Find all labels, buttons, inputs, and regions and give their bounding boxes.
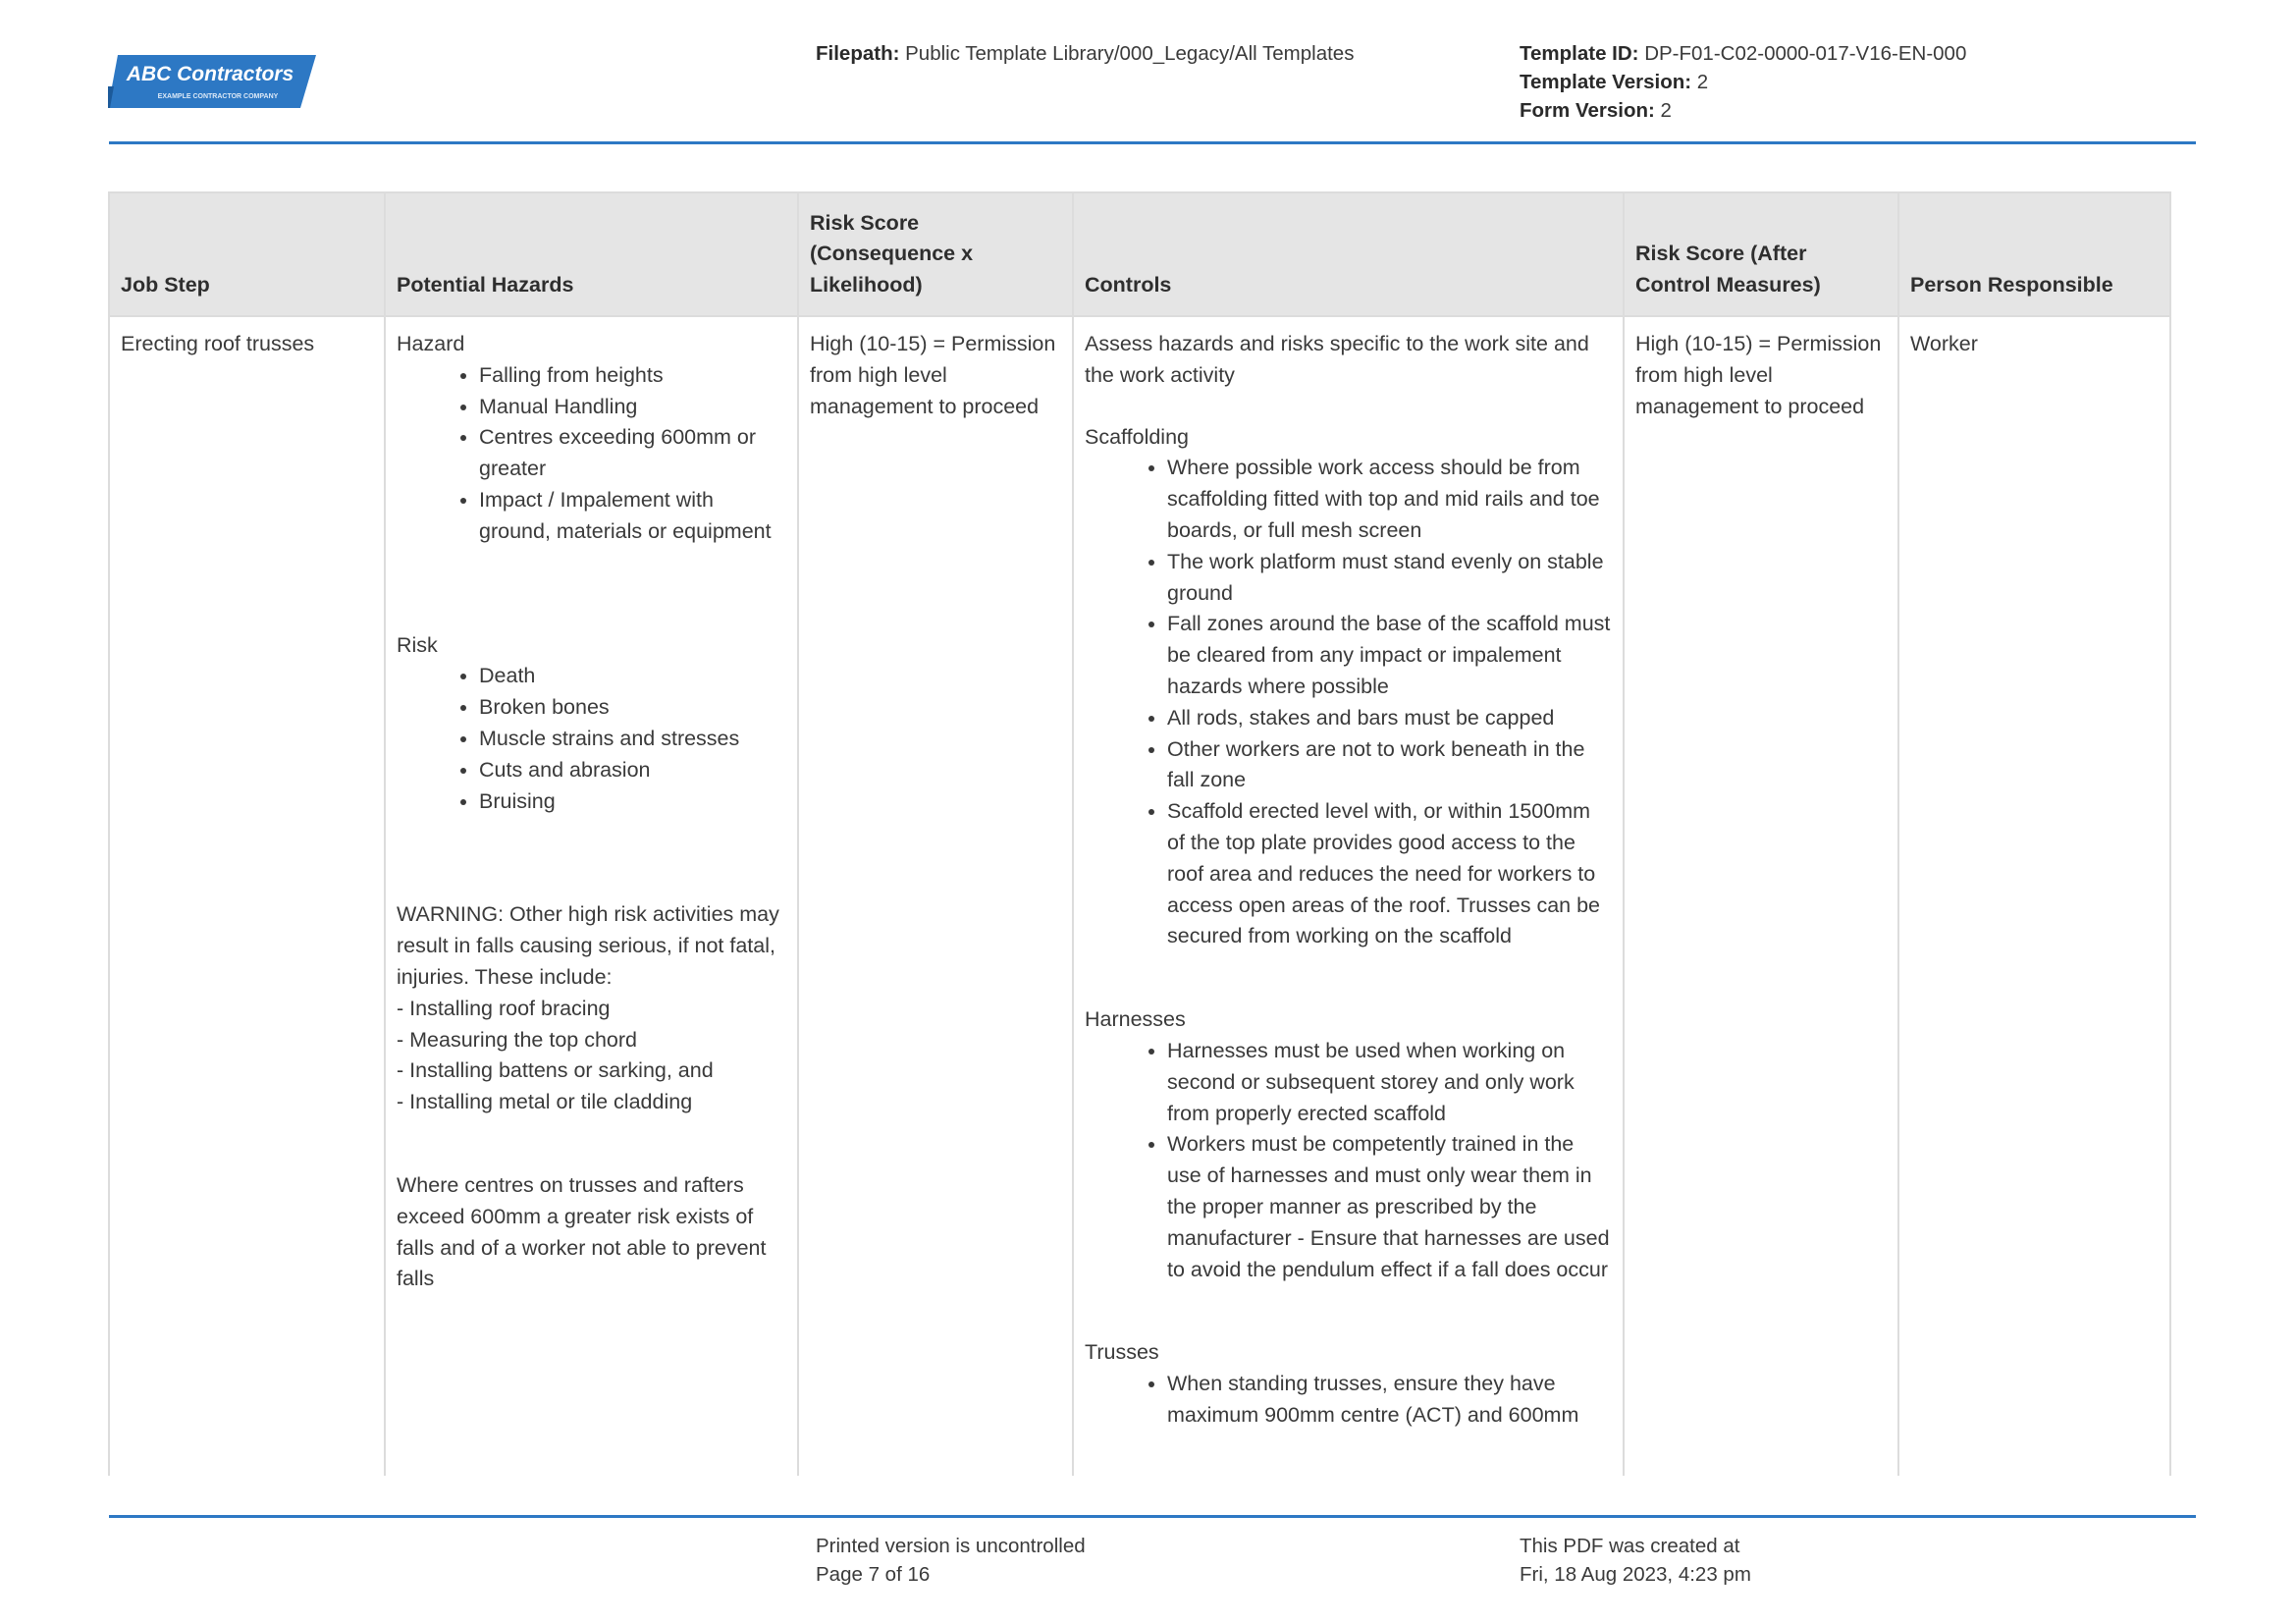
trusses-heading: Trusses [1085,1340,1159,1365]
warning-item: - Installing battens or sarking, and [397,1058,714,1083]
column-header-controls: Controls [1073,192,1624,316]
footer-divider [109,1515,2196,1518]
warning-item: - Measuring the top chord [397,1027,637,1052]
column-header-potential-hazards: Potential Hazards [385,192,798,316]
warning-item: - Installing roof bracing [397,996,611,1020]
filepath-block [816,39,1354,68]
hazard-list [397,360,786,548]
list-item: • Falling from heights [479,360,786,392]
logo-tagline: EXAMPLE CONTRACTOR COMPANY [157,93,279,100]
column-header-risk-score-after: Risk Score (After Control Measures) [1624,192,1898,316]
template-id-label: Template ID: [1520,42,1639,65]
created-timestamp: Fri, 18 Aug 2023, 4:23 pm [1520,1563,1751,1586]
spacer [397,1118,786,1170]
form-version-label: Form Version: [1520,99,1655,122]
filepath-value: Public Template Library/000_Legacy/All Templates [905,42,1355,65]
risk-assessment-table [108,191,2171,1476]
form-version [1520,96,1966,125]
list-item: • Harnesses must be used when working on second or subsequent storey and only work from properly erected scaffold [1167,1036,1612,1129]
list-item: • Where possible work access should be from scaffolding fitted with top and mid rails and toe boards, or full mesh screen [1167,453,1612,546]
list-item: • When standing trusses, ensure they have maximum 900mm centre (ACT) and 600mm [1167,1369,1612,1432]
trusses-list [1085,1369,1612,1432]
hazard-heading: Hazard [397,332,465,355]
cell-job-step: Erecting roof trusses [109,316,385,1476]
page-number: Page 7 of 16 [816,1563,931,1586]
template-version-label: Template Version: [1520,71,1692,93]
list-item: • Bruising [479,786,786,818]
spacer [397,817,786,899]
harnesses-list [1085,1036,1612,1285]
footer-created-info [1520,1532,1751,1589]
list-item: • Death [479,661,786,692]
company-logo [108,51,319,112]
filepath-label: Filepath: [816,42,900,65]
list-item: • Manual Handling [479,392,786,423]
list-item: • All rods, stakes and bars must be capped [1167,703,1612,734]
cell-risk-score: High (10-15) = Permission from high level management to proceed [798,316,1073,1476]
cell-risk-score-after: High (10-15) = Permission from high level management to proceed [1624,316,1898,1476]
header-divider [109,141,2196,144]
list-item: • The work platform must stand evenly on stable ground [1167,547,1612,610]
controls-intro: Assess hazards and risks specific to the work site and the work activity [1085,332,1589,387]
spacer [397,548,786,630]
created-label: This PDF was created at [1520,1535,1740,1557]
template-id-value: DP-F01-C02-0000-017-V16-EN-000 [1644,42,1967,65]
scaffolding-heading: Scaffolding [1085,424,1189,449]
spacer [1085,952,1612,1004]
cell-person-responsible: Worker [1898,316,2170,1476]
uncontrolled-notice: Printed version is uncontrolled [816,1535,1086,1557]
cell-controls [1073,316,1624,1476]
list-item: • Workers must be competently trained in the use of harnesses and must only wear them in the proper manner as prescribed by the manufacturer - Ensure that harnesses are used to avoid the pendulum effect if a fall does occur [1167,1129,1612,1285]
logo-name: ABC Contractors [126,63,294,85]
column-header-job-step: Job Step [109,192,385,316]
spacer [1085,392,1612,422]
risk-heading: Risk [397,632,438,657]
column-header-person-responsible: Person Responsible [1898,192,2170,316]
form-version-value: 2 [1660,99,1672,122]
template-version-value: 2 [1696,71,1709,93]
table-row [109,316,2170,1476]
logo-graphic [108,51,319,112]
harnesses-heading: Harnesses [1085,1007,1186,1032]
risk-list [397,661,786,817]
list-item: • Centres exceeding 600mm or greater [479,422,786,485]
column-header-risk-score: Risk Score (Consequence x Likelihood) [798,192,1073,316]
list-item: • Impact / Impalement with ground, materials or equipment [479,485,786,548]
table-header-row [109,192,2170,316]
cell-potential-hazards [385,316,798,1476]
centres-note: Where centres on trusses and rafters exceed 600mm a greater risk exists of falls and of a worker not able to prevent falls [397,1172,767,1291]
footer-print-info [816,1532,1086,1589]
list-item: • Broken bones [479,692,786,724]
scaffolding-list [1085,453,1612,952]
list-item: • Fall zones around the base of the scaffold must be cleared from any impact or impalement hazards where possible [1167,609,1612,702]
list-item: • Muscle strains and stresses [479,724,786,755]
template-version [1520,68,1966,96]
template-id [1520,39,1966,68]
warning-item: - Installing metal or tile cladding [397,1090,693,1114]
list-item: • Other workers are not to work beneath in the fall zone [1167,734,1612,797]
template-info-block [1520,39,1966,125]
list-item: • Scaffold erected level with, or within 1500mm of the top plate provides good access to the roof area and reduces the need for workers to access open areas of the roof. Trusses can be secured from working on the scaffold [1167,796,1612,952]
warning-text: WARNING: Other high risk activities may result in falls causing serious, if not fatal, injuries. These include: [397,902,779,989]
spacer [1085,1285,1612,1337]
list-item: • Cuts and abrasion [479,755,786,786]
